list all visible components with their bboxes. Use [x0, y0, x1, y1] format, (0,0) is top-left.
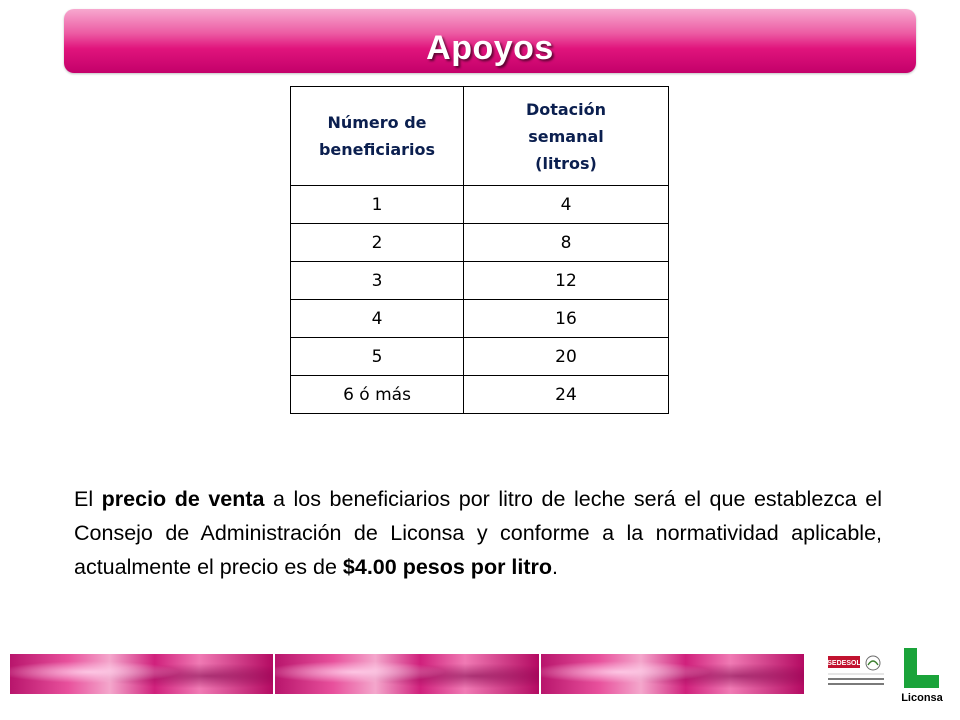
- header-line: semanal: [528, 126, 604, 146]
- cell-liters: 8: [464, 224, 669, 262]
- cell-beneficiaries: 1: [291, 186, 464, 224]
- table-header-row: [291, 87, 669, 186]
- table-row: [291, 186, 669, 224]
- decorative-footer-band: [10, 654, 804, 694]
- cell-liters: 4: [464, 186, 669, 224]
- paragraph-text: .: [552, 554, 559, 579]
- table-row: [291, 376, 669, 414]
- cell-beneficiaries: 6 ó más: [291, 376, 464, 414]
- band-image-1: [10, 654, 275, 694]
- header-line: beneficiarios: [318, 140, 436, 159]
- table-row: [291, 224, 669, 262]
- liconsa-logo-text: Liconsa: [901, 692, 943, 704]
- cell-beneficiaries: 3: [291, 262, 464, 300]
- header-line: Número de: [327, 113, 427, 132]
- title-banner: [64, 9, 916, 73]
- header-line: Dotación: [525, 99, 607, 119]
- cell-liters: 20: [464, 338, 669, 376]
- sedesol-sub-line: [828, 678, 884, 680]
- cell-beneficiaries: 4: [291, 300, 464, 338]
- page-title: Apoyos: [426, 29, 554, 67]
- liconsa-logo: [900, 646, 944, 704]
- header-weekly-allocation: [464, 87, 669, 186]
- cell-liters: 12: [464, 262, 669, 300]
- cell-liters: 16: [464, 300, 669, 338]
- paragraph-text: a los beneficiarios por litro de leche será el que establezca el Consejo de Administración de Liconsa y conforme a la normatividad aplicable, actualmente el precio es de: [74, 486, 882, 579]
- band-image-2: [275, 654, 540, 694]
- cell-beneficiaries: 2: [291, 224, 464, 262]
- paragraph-text: El: [74, 486, 102, 511]
- paragraph-bold-sale-price: precio de venta: [101, 486, 265, 511]
- beneficiaries-table: [290, 86, 669, 414]
- sedesol-sub-line: [828, 683, 884, 685]
- cell-liters: 24: [464, 376, 669, 414]
- table-row: [291, 300, 669, 338]
- header-line: (litros): [535, 153, 597, 173]
- price-paragraph: [74, 482, 882, 584]
- liconsa-logo-foot: [917, 675, 939, 688]
- band-image-3: [541, 654, 804, 694]
- cell-beneficiaries: 5: [291, 338, 464, 376]
- header-beneficiaries: [291, 87, 464, 186]
- sedesol-logo: [826, 652, 886, 692]
- paragraph-bold-price-value: $4.00 pesos por litro: [342, 554, 553, 579]
- liconsa-logo-bar: [904, 648, 917, 688]
- table-row: [291, 338, 669, 376]
- sedesol-logo-text: SEDESOL: [827, 660, 861, 667]
- table-row: [291, 262, 669, 300]
